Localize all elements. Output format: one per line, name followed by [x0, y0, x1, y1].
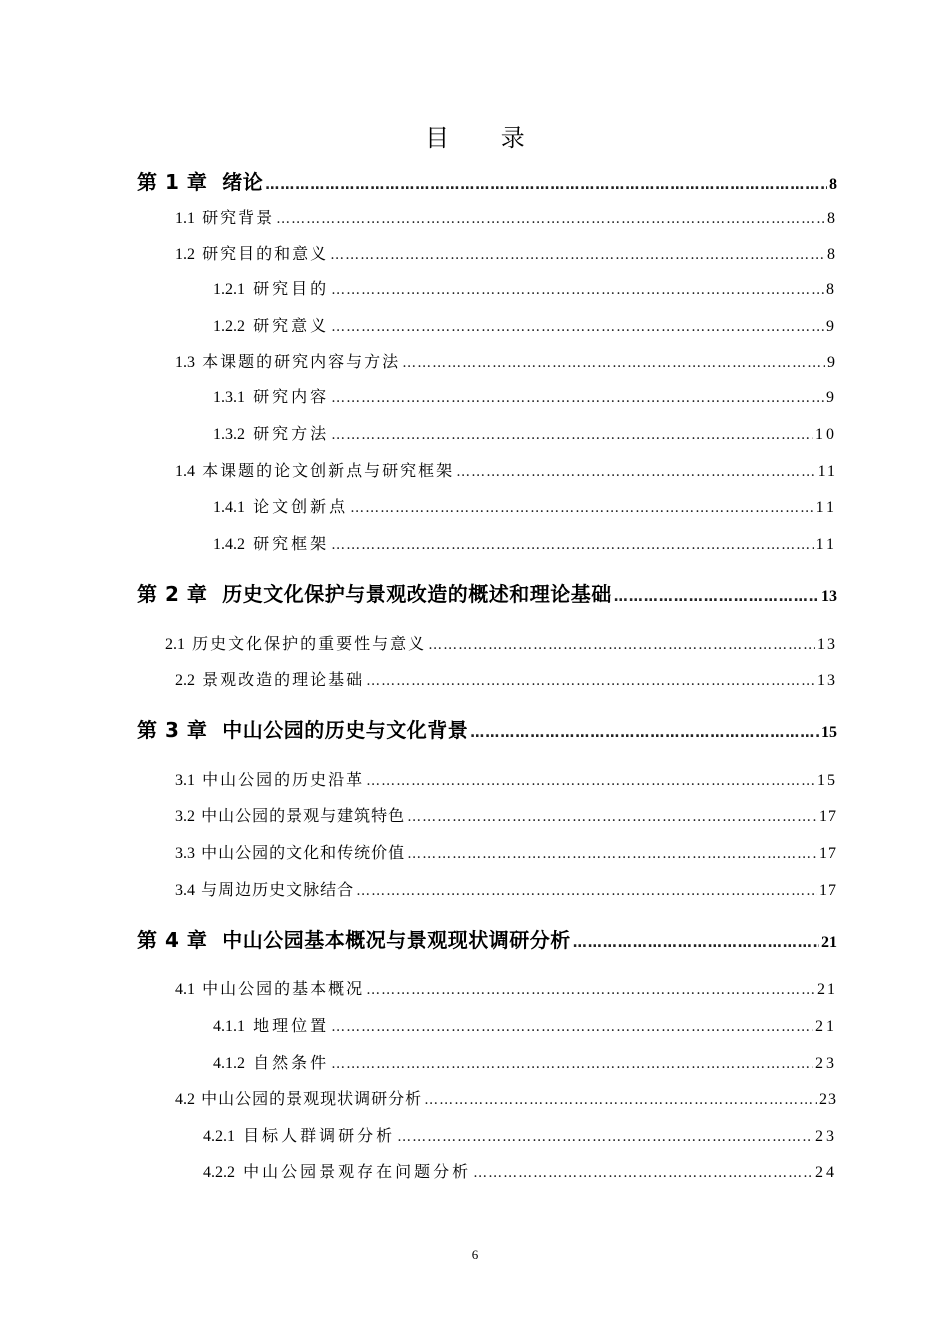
toc-number: 4.2	[175, 1091, 195, 1108]
toc-page-number: 23	[819, 1091, 837, 1108]
toc-text: 历史文化保护的重要性与意义	[192, 634, 427, 653]
toc-leader-dots	[276, 211, 825, 227]
toc-subsection[interactable]	[213, 494, 837, 517]
toc-page-number: 23	[815, 1128, 837, 1145]
toc-text: 研究背景	[202, 208, 275, 227]
toc-section[interactable]	[175, 458, 837, 481]
toc-number: 3.1	[175, 772, 195, 789]
toc-text: 研究内容	[253, 387, 330, 406]
toc-text: 论文创新点	[253, 497, 349, 516]
toc-text: 研究框架	[253, 534, 330, 553]
toc-text: 研究方法	[253, 424, 330, 443]
toc-page-number: 8	[826, 281, 837, 298]
toc-leader-dots	[331, 537, 813, 553]
toc-leader-dots	[407, 846, 817, 862]
toc-leader-dots	[331, 1019, 813, 1035]
toc-number: 1.3.1	[213, 389, 245, 406]
toc-subsection[interactable]	[213, 1050, 837, 1073]
toc-number: 1.1	[175, 210, 195, 227]
toc-number: 1.3.2	[213, 426, 245, 443]
toc-text: 本课题的论文创新点与研究框架	[202, 461, 455, 480]
toc-number: 1.2	[175, 246, 195, 263]
toc-page-number: 13	[817, 636, 837, 653]
toc-section[interactable]	[165, 631, 837, 654]
toc-page-number: 21	[821, 934, 837, 951]
toc-text: 研究目的和意义	[202, 244, 329, 263]
toc-leader-dots	[330, 247, 825, 263]
toc-text: 本课题的研究内容与方法	[202, 352, 401, 371]
toc-number: 4.2.2	[203, 1164, 235, 1181]
toc-leader-dots	[456, 464, 815, 480]
toc-title: 目 录	[425, 124, 547, 152]
toc-page-number: 13	[821, 588, 837, 605]
toc-text: 中山公园的基本概况	[202, 979, 365, 998]
toc-leader-dots	[402, 355, 825, 371]
toc-subsection[interactable]	[203, 1159, 837, 1182]
toc-text: 中山公园的文化和传统价值	[201, 843, 406, 862]
toc-section[interactable]	[175, 877, 837, 900]
toc-section[interactable]	[175, 840, 837, 863]
toc-page-number: 15	[817, 772, 837, 789]
toc-leader-dots	[366, 982, 815, 998]
toc-number: 1.2.1	[213, 281, 245, 298]
toc-text: 中山公园景观存在问题分析	[243, 1162, 472, 1181]
toc-text: 地理位置	[253, 1016, 330, 1035]
toc-number: 4.1.1	[213, 1018, 245, 1035]
toc-leader-dots	[397, 1129, 813, 1145]
toc-text: 自然条件	[253, 1053, 330, 1072]
toc-leader-dots	[428, 637, 815, 653]
toc-leader-dots	[424, 1092, 817, 1108]
toc-page-number: 23	[815, 1055, 837, 1072]
toc-leader-dots	[573, 935, 819, 951]
toc-number: 2.1	[165, 636, 185, 653]
toc-page-number: 15	[821, 724, 837, 741]
toc-text: 与周边历史文脉结合	[201, 880, 355, 899]
toc-section[interactable]	[175, 976, 837, 999]
toc-number: 1.2.2	[213, 318, 245, 335]
toc-page-number: 17	[819, 845, 837, 862]
toc-leader-dots	[473, 1165, 813, 1181]
toc-page-number: 13	[817, 672, 837, 689]
toc-leader-dots	[331, 427, 813, 443]
toc-number: 2.2	[175, 672, 195, 689]
toc-subsection[interactable]	[213, 421, 837, 444]
toc-leader-dots	[614, 589, 819, 605]
toc-number: 第 3 章	[137, 718, 208, 742]
toc-text: 中山公园的历史与文化背景	[222, 718, 469, 742]
toc-page-number: 9	[827, 354, 837, 371]
toc-number: 1.3	[175, 354, 195, 371]
toc-page-number: 9	[826, 389, 837, 406]
toc-subsection[interactable]	[203, 1123, 837, 1146]
toc-text: 中山公园的景观现状调研分析	[201, 1089, 423, 1108]
toc-text: 中山公园的景观与建筑特色	[201, 806, 406, 825]
toc-page-number: 10	[815, 426, 837, 443]
toc-leader-dots	[356, 883, 817, 899]
toc-number: 4.1	[175, 981, 195, 998]
toc-chapter-2[interactable]	[137, 578, 837, 607]
toc-text: 目标人群调研分析	[243, 1126, 396, 1145]
toc-text: 绪论	[222, 170, 264, 194]
toc-number: 3.4	[175, 882, 195, 899]
toc-page-number: 21	[815, 1018, 837, 1035]
toc-page-number: 8	[827, 210, 837, 227]
toc-leader-dots	[331, 282, 824, 298]
toc-leader-dots	[407, 809, 817, 825]
toc-page-number: 17	[819, 882, 837, 899]
toc-text: 中山公园基本概况与景观现状调研分析	[222, 928, 571, 952]
toc-section[interactable]	[175, 667, 837, 690]
toc-page-number: 11	[815, 536, 837, 553]
toc-subsection[interactable]	[213, 1013, 837, 1036]
toc-number: 第 2 章	[137, 582, 208, 606]
toc-number: 1.4.2	[213, 536, 245, 553]
toc-subsection[interactable]	[213, 384, 837, 407]
toc-section[interactable]	[175, 241, 837, 264]
toc-section[interactable]	[175, 803, 837, 826]
toc-page-number: 8	[827, 246, 837, 263]
toc-text: 历史文化保护与景观改造的概述和理论基础	[222, 582, 612, 606]
toc-leader-dots	[265, 177, 827, 193]
toc-number: 第 1 章	[137, 170, 208, 194]
toc-subsection[interactable]	[213, 531, 837, 554]
toc-leader-dots	[331, 319, 824, 335]
toc-page-number: 11	[815, 499, 837, 516]
page-footer-number: 6	[471, 1247, 479, 1262]
toc-page-number: 11	[817, 463, 837, 480]
toc-leader-dots	[366, 773, 815, 789]
toc-text: 中山公园的历史沿革	[202, 770, 365, 789]
toc-section[interactable]	[175, 767, 837, 790]
toc-number: 第 4 章	[137, 928, 208, 952]
toc-chapter-3[interactable]	[137, 714, 837, 743]
toc-leader-dots	[350, 500, 813, 516]
toc-section[interactable]	[175, 205, 837, 228]
toc-number: 4.1.2	[213, 1055, 245, 1072]
toc-section[interactable]	[175, 349, 837, 372]
toc-chapter-1[interactable]	[137, 166, 837, 195]
toc-leader-dots	[470, 725, 819, 741]
toc-text: 研究目的	[253, 279, 330, 298]
toc-subsection[interactable]	[213, 313, 837, 336]
toc-number: 1.4	[175, 463, 195, 480]
toc-number: 3.3	[175, 845, 195, 862]
toc-section[interactable]	[175, 1086, 837, 1109]
toc-number: 4.2.1	[203, 1128, 235, 1145]
toc-page-number: 8	[829, 176, 837, 193]
toc-text: 研究意义	[253, 316, 330, 335]
toc-page-number: 24	[815, 1164, 837, 1181]
toc-text: 景观改造的理论基础	[202, 670, 365, 689]
toc-subsection[interactable]	[213, 276, 837, 299]
toc-number: 1.4.1	[213, 499, 245, 516]
toc-page-number: 9	[826, 318, 837, 335]
toc-number: 3.2	[175, 808, 195, 825]
toc-leader-dots	[331, 390, 824, 406]
toc-page-number: 21	[817, 981, 837, 998]
toc-chapter-4[interactable]	[137, 924, 837, 953]
toc-page-number: 17	[819, 808, 837, 825]
toc-leader-dots	[366, 673, 815, 689]
toc-leader-dots	[331, 1056, 813, 1072]
